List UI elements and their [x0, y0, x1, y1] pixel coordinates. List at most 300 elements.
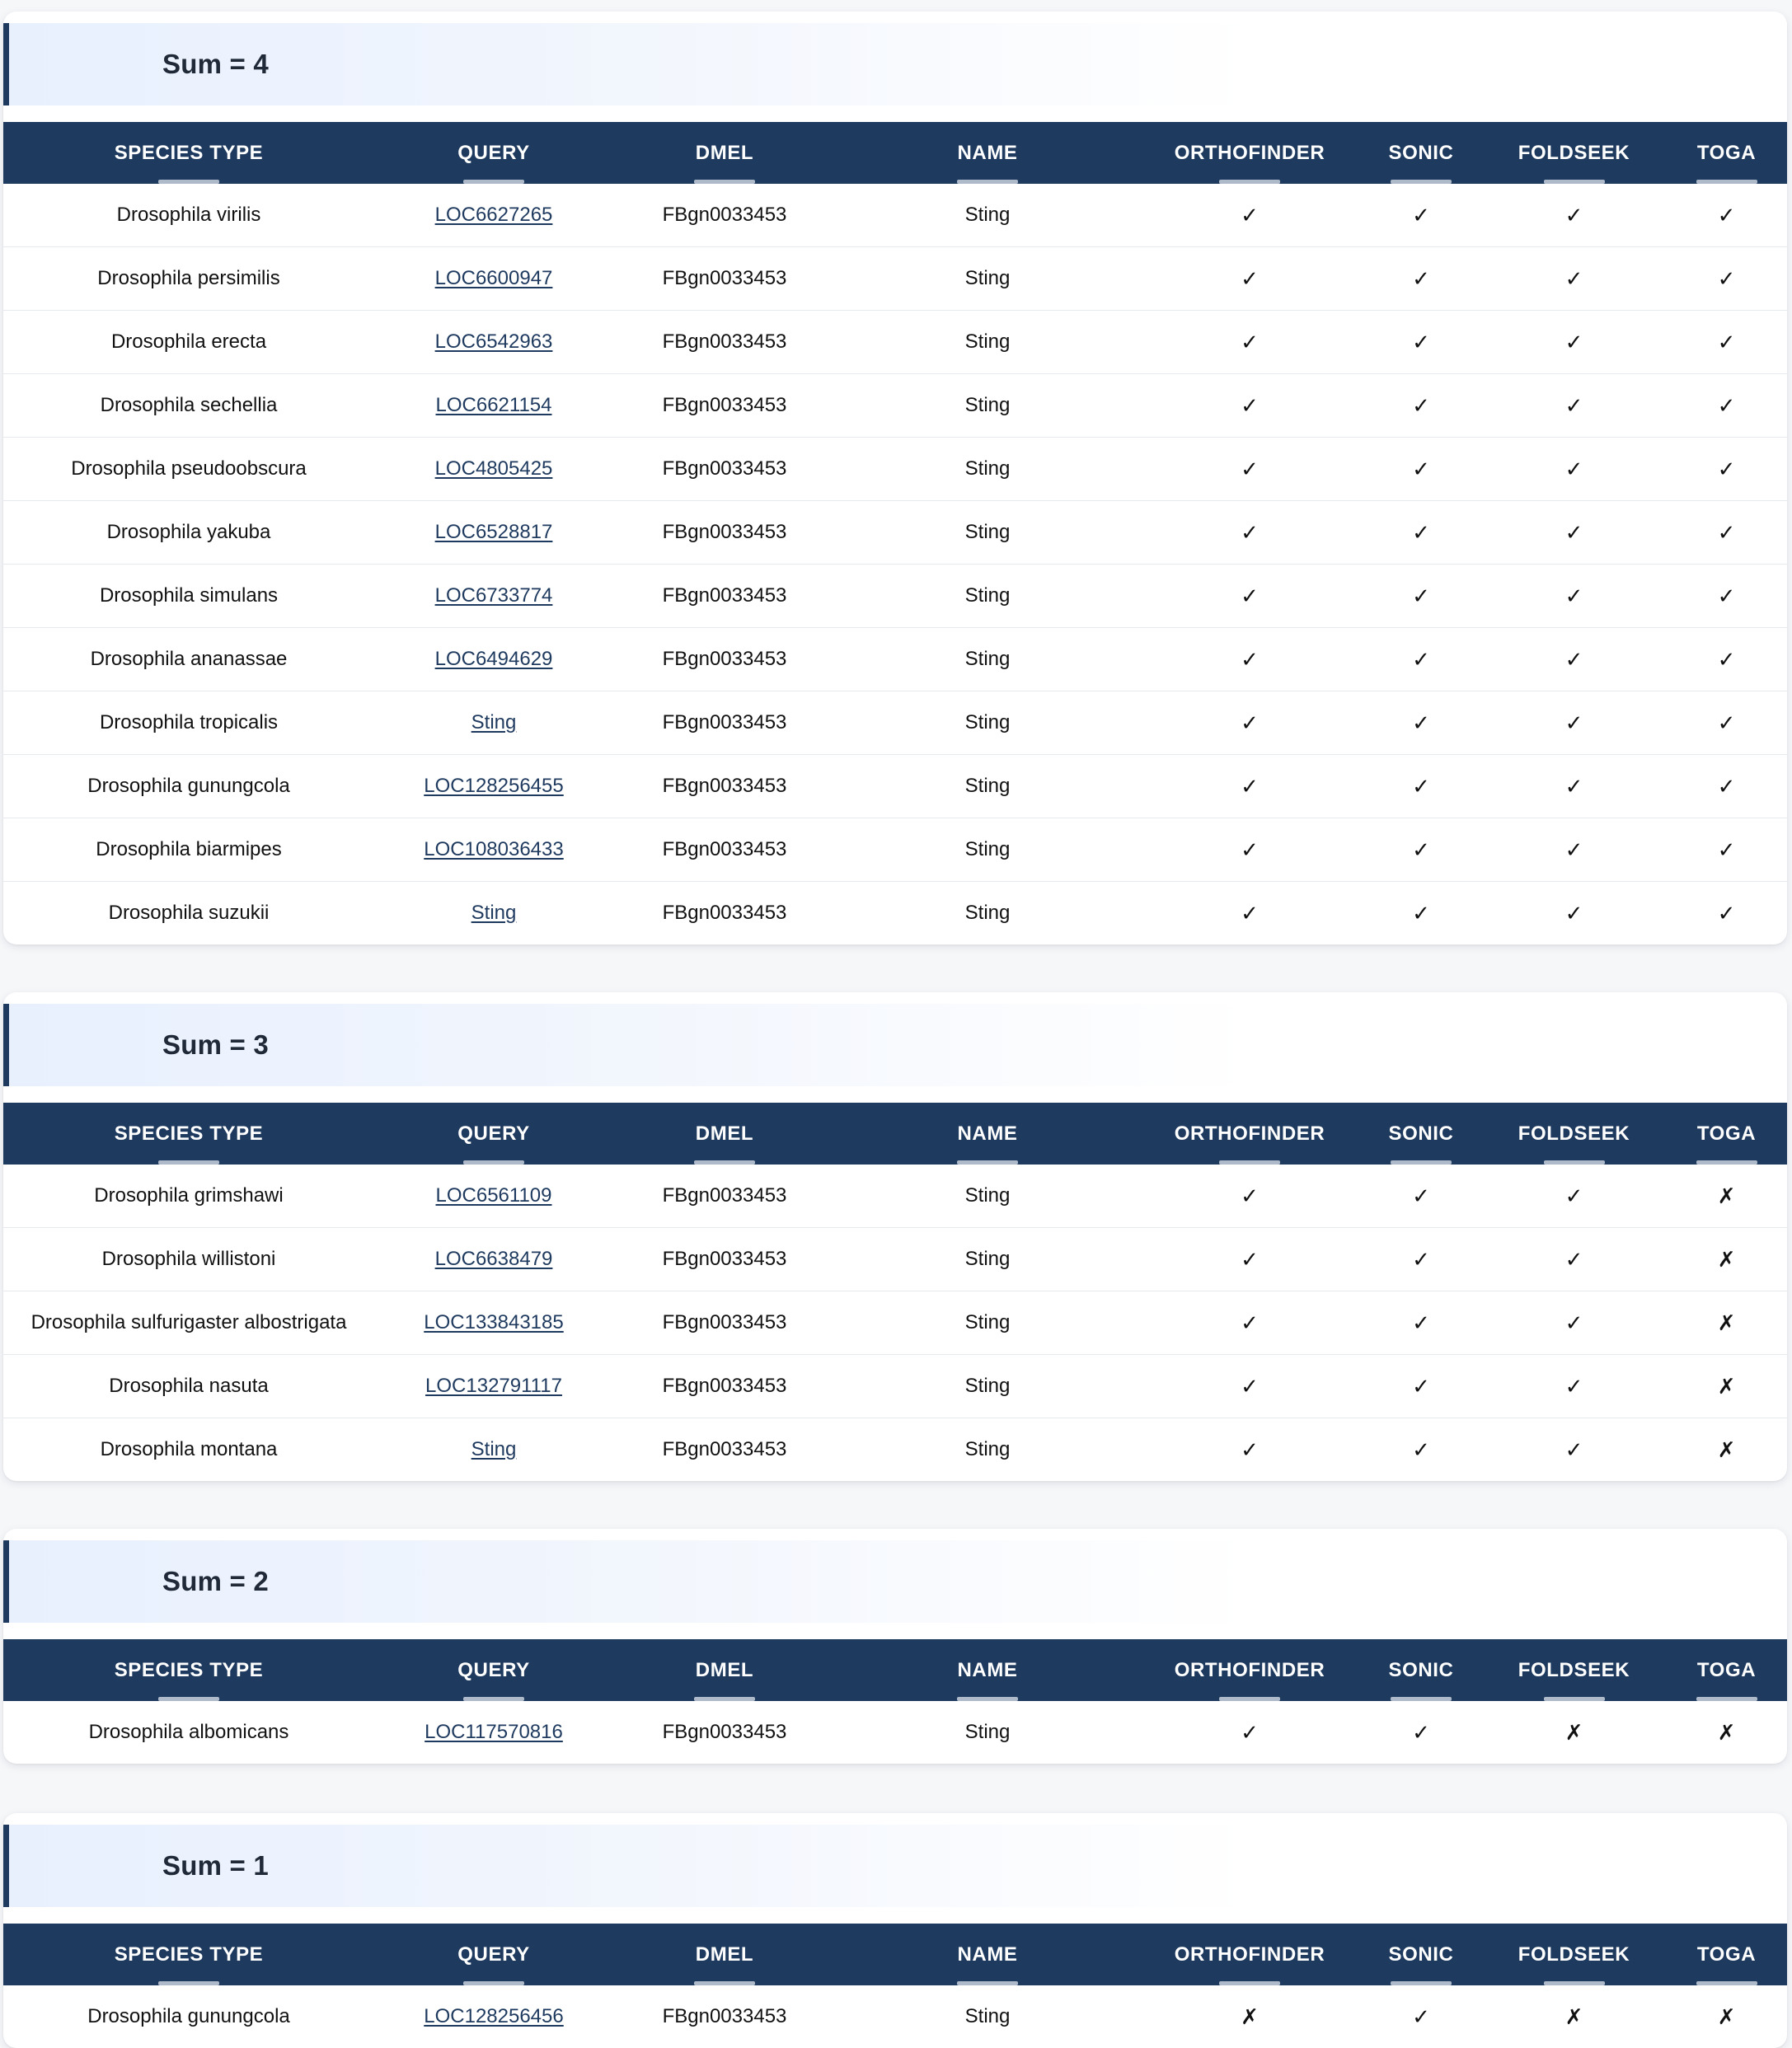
- foldseek-cell: [1482, 438, 1666, 501]
- check-mark-icon: ✓: [1412, 1183, 1430, 1208]
- check-mark-icon: ✓: [1717, 392, 1736, 418]
- check-mark-icon: ✓: [1412, 837, 1430, 862]
- check-mark-icon: ✓: [1412, 710, 1430, 735]
- toga-cell: [1666, 818, 1787, 882]
- column-header-sonic: SONIC: [1360, 122, 1482, 184]
- section-title: Sum = 3: [162, 1029, 269, 1060]
- sonic-cell: [1360, 818, 1482, 882]
- check-mark-icon: ✓: [1241, 202, 1259, 227]
- table-row: [3, 1701, 1787, 1764]
- check-mark-icon: ✓: [1564, 392, 1583, 418]
- toga-cell: [1666, 1228, 1787, 1291]
- column-header-orthofinder: ORTHOFINDER: [1139, 1103, 1360, 1165]
- check-mark-icon: ✓: [1717, 773, 1736, 799]
- orthology-table: [3, 122, 1787, 944]
- sonic-cell: [1360, 1291, 1482, 1355]
- column-header-orthofinder: ORTHOFINDER: [1139, 1639, 1360, 1701]
- query-link[interactable]: LOC133843185: [424, 1311, 564, 1333]
- sonic-cell: [1360, 438, 1482, 501]
- query-cell: [374, 882, 613, 945]
- toga-cell: [1666, 882, 1787, 945]
- foldseek-cell: [1482, 1418, 1666, 1482]
- section-title: Sum = 2: [162, 1566, 269, 1596]
- gene-name-cell: Sting: [836, 501, 1139, 565]
- column-header-sonic: SONIC: [1360, 1924, 1482, 1985]
- orthology-table: [3, 1639, 1787, 1764]
- species-cell: Drosophila grimshawi: [3, 1165, 374, 1228]
- foldseek-cell: [1482, 374, 1666, 438]
- table-row: [3, 565, 1787, 628]
- check-mark-icon: ✓: [1241, 456, 1259, 481]
- query-link[interactable]: LOC132791117: [425, 1375, 562, 1397]
- toga-cell: [1666, 565, 1787, 628]
- check-mark-icon: ✓: [1412, 265, 1430, 291]
- table-row: [3, 374, 1787, 438]
- query-cell: [374, 691, 613, 755]
- check-mark-icon: ✓: [1564, 1310, 1583, 1335]
- dmel-cell: FBgn0033453: [662, 2005, 787, 2027]
- table-row: [3, 247, 1787, 311]
- check-mark-icon: ✓: [1241, 583, 1259, 608]
- cross-mark-icon: ✗: [1241, 2003, 1259, 2029]
- check-mark-icon: ✓: [1717, 583, 1736, 608]
- check-mark-icon: ✓: [1564, 1183, 1583, 1208]
- foldseek-cell: [1482, 1165, 1666, 1228]
- check-mark-icon: ✓: [1412, 1246, 1430, 1272]
- check-mark-icon: ✓: [1564, 519, 1583, 545]
- query-cell: [374, 438, 613, 501]
- check-mark-icon: ✓: [1564, 1373, 1583, 1399]
- dmel-cell: FBgn0033453: [613, 628, 836, 691]
- sonic-cell: [1360, 755, 1482, 818]
- column-header-toga: TOGA: [1666, 1924, 1787, 1985]
- check-mark-icon: ✓: [1241, 1183, 1259, 1208]
- query-cell: [374, 184, 613, 247]
- gene-name-cell: Sting: [836, 818, 1139, 882]
- foldseek-cell: [1482, 501, 1666, 565]
- check-mark-icon: ✓: [1241, 1436, 1259, 1462]
- gene-name-cell: Sting: [964, 902, 1011, 924]
- species-cell: Drosophila yakuba: [3, 501, 374, 565]
- check-mark-icon: ✓: [1717, 202, 1736, 227]
- toga-cell: [1666, 1291, 1787, 1355]
- query-link[interactable]: LOC6621154: [435, 394, 552, 416]
- gene-name-cell: Sting: [836, 1291, 1139, 1355]
- check-mark-icon: ✓: [1241, 1373, 1259, 1399]
- check-mark-icon: ✓: [1412, 2003, 1430, 2029]
- query-cell: [374, 755, 613, 818]
- gene-name-cell: Sting: [836, 1355, 1139, 1418]
- column-header-foldseek: FOLDSEEK: [1482, 1639, 1666, 1701]
- sonic-cell: [1360, 628, 1482, 691]
- foldseek-cell: [1482, 1355, 1666, 1418]
- table-header-row: [3, 1103, 1787, 1165]
- check-mark-icon: ✓: [1412, 1719, 1430, 1745]
- check-mark-icon: ✓: [1412, 773, 1430, 799]
- dmel-cell: FBgn0033453: [613, 755, 836, 818]
- orthology-table: [3, 1924, 1787, 2048]
- orthofinder-cell: [1139, 1985, 1360, 2048]
- cross-mark-icon: ✗: [1717, 1310, 1736, 1335]
- column-header-toga: TOGA: [1666, 122, 1787, 184]
- check-mark-icon: ✓: [1241, 900, 1259, 926]
- gene-name-cell: Sting: [836, 247, 1139, 311]
- query-link[interactable]: LOC6542963: [434, 330, 553, 353]
- toga-cell: [1666, 184, 1787, 247]
- dmel-cell: FBgn0033453: [613, 1291, 836, 1355]
- column-header-name: NAME: [836, 122, 1139, 184]
- query-link[interactable]: LOC6638479: [434, 1248, 553, 1270]
- sonic-cell: [1360, 565, 1482, 628]
- query-link[interactable]: LOC117570816: [425, 1721, 563, 1743]
- query-link[interactable]: LOC6627265: [434, 204, 553, 226]
- check-mark-icon: ✓: [1564, 265, 1583, 291]
- table-row: [3, 1985, 1787, 2048]
- sonic-cell: [1360, 311, 1482, 374]
- query-cell: [374, 1228, 613, 1291]
- dmel-cell: FBgn0033453: [613, 247, 836, 311]
- check-mark-icon: ✓: [1717, 646, 1736, 672]
- toga-cell: [1666, 1355, 1787, 1418]
- check-mark-icon: ✓: [1564, 710, 1583, 735]
- column-header-query: QUERY: [374, 1639, 613, 1701]
- species-cell: Drosophila biarmipes: [3, 818, 374, 882]
- query-link[interactable]: Sting: [471, 1438, 517, 1460]
- foldseek-cell: [1482, 755, 1666, 818]
- table-row: [3, 1418, 1787, 1482]
- table-row: [3, 1355, 1787, 1418]
- column-header-toga: TOGA: [1666, 1103, 1787, 1165]
- dmel-cell: FBgn0033453: [613, 311, 836, 374]
- dmel-cell: FBgn0033453: [662, 1438, 787, 1460]
- species-cell: Drosophila pseudoobscura: [3, 438, 374, 501]
- orthofinder-cell: [1139, 1228, 1360, 1291]
- query-cell: [374, 1291, 613, 1355]
- column-header-sonic: SONIC: [1360, 1103, 1482, 1165]
- species-cell: Drosophila tropicalis: [3, 691, 374, 755]
- gene-name-cell: Sting: [836, 311, 1139, 374]
- orthofinder-cell: [1139, 501, 1360, 565]
- query-cell: [374, 247, 613, 311]
- check-mark-icon: ✓: [1241, 1719, 1259, 1745]
- column-header-foldseek: FOLDSEEK: [1482, 1103, 1666, 1165]
- table-row: [3, 1228, 1787, 1291]
- sonic-cell: [1360, 1701, 1482, 1764]
- check-mark-icon: ✓: [1412, 1310, 1430, 1335]
- orthology-table: [3, 1103, 1787, 1481]
- check-mark-icon: ✓: [1564, 202, 1583, 227]
- table-row: [3, 755, 1787, 818]
- column-header-orthofinder: ORTHOFINDER: [1139, 1924, 1360, 1985]
- foldseek-cell: [1482, 882, 1666, 945]
- species-cell: Drosophila erecta: [3, 311, 374, 374]
- cross-mark-icon: ✗: [1564, 2003, 1583, 2029]
- dmel-cell: FBgn0033453: [613, 1165, 836, 1228]
- check-mark-icon: ✓: [1412, 392, 1430, 418]
- sum-section: [3, 1813, 1787, 2048]
- query-link[interactable]: LOC6561109: [435, 1184, 552, 1207]
- sonic-cell: [1360, 691, 1482, 755]
- check-mark-icon: ✓: [1564, 583, 1583, 608]
- table-row: [3, 818, 1787, 882]
- query-cell: [374, 1701, 613, 1764]
- check-mark-icon: ✓: [1412, 583, 1430, 608]
- dmel-cell: FBgn0033453: [613, 374, 836, 438]
- check-mark-icon: ✓: [1564, 773, 1583, 799]
- species-cell: Drosophila suzukii: [108, 902, 270, 924]
- query-cell: [374, 818, 613, 882]
- orthofinder-cell: [1139, 1165, 1360, 1228]
- toga-cell: [1666, 311, 1787, 374]
- check-mark-icon: ✓: [1717, 900, 1736, 926]
- sonic-cell: [1360, 1418, 1482, 1482]
- table-row: [3, 691, 1787, 755]
- check-mark-icon: ✓: [1241, 329, 1259, 354]
- section-header: [3, 1004, 1787, 1086]
- query-link[interactable]: LOC6733774: [434, 584, 553, 607]
- toga-cell: [1666, 1165, 1787, 1228]
- dmel-cell: FBgn0033453: [613, 1355, 836, 1418]
- query-cell: [374, 1985, 613, 2048]
- check-mark-icon: ✓: [1564, 1246, 1583, 1272]
- section-title: Sum = 1: [162, 1850, 269, 1881]
- sum-section: [3, 12, 1787, 944]
- dmel-cell: FBgn0033453: [613, 691, 836, 755]
- check-mark-icon: ✓: [1412, 329, 1430, 354]
- foldseek-cell: [1482, 1291, 1666, 1355]
- orthofinder-cell: [1139, 691, 1360, 755]
- toga-cell: [1666, 374, 1787, 438]
- toga-cell: [1666, 755, 1787, 818]
- sonic-cell: [1360, 882, 1482, 945]
- column-header-species-type: SPECIES TYPE: [3, 1103, 374, 1165]
- query-cell: [374, 501, 613, 565]
- orthofinder-cell: [1139, 1701, 1360, 1764]
- check-mark-icon: ✓: [1412, 519, 1430, 545]
- foldseek-cell: [1482, 1701, 1666, 1764]
- sonic-cell: [1360, 1355, 1482, 1418]
- column-header-foldseek: FOLDSEEK: [1482, 1924, 1666, 1985]
- check-mark-icon: ✓: [1717, 265, 1736, 291]
- gene-name-cell: Sting: [964, 1438, 1011, 1460]
- section-header: [3, 1540, 1787, 1623]
- section-header: [3, 23, 1787, 105]
- check-mark-icon: ✓: [1241, 646, 1259, 672]
- check-mark-icon: ✓: [1564, 837, 1583, 862]
- table-row: [3, 628, 1787, 691]
- dmel-cell: FBgn0033453: [613, 1228, 836, 1291]
- table-row: [3, 311, 1787, 374]
- orthofinder-cell: [1139, 438, 1360, 501]
- orthofinder-cell: [1139, 755, 1360, 818]
- column-header-dmel: DMEL: [613, 1924, 836, 1985]
- toga-cell: [1666, 628, 1787, 691]
- cross-mark-icon: ✗: [1717, 2003, 1736, 2029]
- species-cell: Drosophila persimilis: [3, 247, 374, 311]
- check-mark-icon: ✓: [1412, 900, 1430, 926]
- cross-mark-icon: ✗: [1564, 1719, 1583, 1745]
- dmel-cell: FBgn0033453: [662, 1721, 787, 1743]
- toga-cell: [1666, 247, 1787, 311]
- cross-mark-icon: ✗: [1717, 1246, 1736, 1272]
- orthofinder-cell: [1139, 1291, 1360, 1355]
- orthofinder-cell: [1139, 1355, 1360, 1418]
- sum-section: [3, 992, 1787, 1481]
- orthofinder-cell: [1139, 882, 1360, 945]
- check-mark-icon: ✓: [1241, 1310, 1259, 1335]
- toga-cell: [1666, 438, 1787, 501]
- species-cell: Drosophila montana: [100, 1438, 278, 1460]
- table-row: [3, 438, 1787, 501]
- column-header-name: NAME: [836, 1103, 1139, 1165]
- sonic-cell: [1360, 374, 1482, 438]
- orthofinder-cell: [1139, 818, 1360, 882]
- column-header-species-type: SPECIES TYPE: [3, 1924, 374, 1985]
- orthofinder-cell: [1139, 628, 1360, 691]
- gene-name-cell: Sting: [836, 1165, 1139, 1228]
- check-mark-icon: ✓: [1717, 456, 1736, 481]
- table-row: [3, 184, 1787, 247]
- gene-name-cell: Sting: [836, 565, 1139, 628]
- dmel-cell: FBgn0033453: [613, 818, 836, 882]
- check-mark-icon: ✓: [1564, 329, 1583, 354]
- table-row: [3, 501, 1787, 565]
- check-mark-icon: ✓: [1564, 646, 1583, 672]
- query-link[interactable]: LOC4805425: [434, 457, 553, 480]
- query-link[interactable]: Sting: [471, 902, 517, 924]
- column-header-toga: TOGA: [1666, 1639, 1787, 1701]
- check-mark-icon: ✓: [1241, 265, 1259, 291]
- species-cell: Drosophila willistoni: [3, 1228, 374, 1291]
- column-header-name: NAME: [836, 1924, 1139, 1985]
- check-mark-icon: ✓: [1241, 773, 1259, 799]
- check-mark-icon: ✓: [1412, 1436, 1430, 1462]
- sonic-cell: [1360, 247, 1482, 311]
- column-header-query: QUERY: [374, 122, 613, 184]
- table-row: [3, 882, 1787, 945]
- column-header-name: NAME: [836, 1639, 1139, 1701]
- query-link[interactable]: LOC6494629: [434, 648, 553, 670]
- table-row: [3, 1165, 1787, 1228]
- toga-cell: [1666, 1418, 1787, 1482]
- cross-mark-icon: ✗: [1717, 1719, 1736, 1745]
- column-header-query: QUERY: [374, 1103, 613, 1165]
- orthofinder-cell: [1139, 1418, 1360, 1482]
- table-header-row: [3, 1639, 1787, 1701]
- sonic-cell: [1360, 1165, 1482, 1228]
- cross-mark-icon: ✗: [1717, 1183, 1736, 1208]
- check-mark-icon: ✓: [1717, 837, 1736, 862]
- dmel-cell: FBgn0033453: [613, 438, 836, 501]
- gene-name-cell: Sting: [836, 374, 1139, 438]
- check-mark-icon: ✓: [1241, 1246, 1259, 1272]
- species-cell: Drosophila sulfurigaster albostrigata: [3, 1291, 374, 1355]
- orthofinder-cell: [1139, 311, 1360, 374]
- check-mark-icon: ✓: [1717, 519, 1736, 545]
- check-mark-icon: ✓: [1241, 710, 1259, 735]
- dmel-cell: FBgn0033453: [662, 902, 787, 924]
- species-cell: Drosophila gunungcola: [3, 755, 374, 818]
- sum-section: [3, 1529, 1787, 1764]
- gene-name-cell: Sting: [836, 438, 1139, 501]
- foldseek-cell: [1482, 1985, 1666, 2048]
- foldseek-cell: [1482, 311, 1666, 374]
- sonic-cell: [1360, 501, 1482, 565]
- column-header-orthofinder: ORTHOFINDER: [1139, 122, 1360, 184]
- gene-name-cell: Sting: [836, 628, 1139, 691]
- foldseek-cell: [1482, 691, 1666, 755]
- toga-cell: [1666, 501, 1787, 565]
- cross-mark-icon: ✗: [1717, 1436, 1736, 1462]
- sonic-cell: [1360, 1985, 1482, 2048]
- query-link[interactable]: LOC128256456: [424, 2005, 564, 2027]
- species-cell: Drosophila sechellia: [3, 374, 374, 438]
- table-header-row: [3, 122, 1787, 184]
- check-mark-icon: ✓: [1412, 1373, 1430, 1399]
- orthofinder-cell: [1139, 184, 1360, 247]
- check-mark-icon: ✓: [1241, 519, 1259, 545]
- gene-name-cell: Sting: [836, 184, 1139, 247]
- column-header-foldseek: FOLDSEEK: [1482, 122, 1666, 184]
- query-link[interactable]: LOC6528817: [434, 521, 553, 543]
- query-link[interactable]: LOC6600947: [434, 267, 553, 289]
- check-mark-icon: ✓: [1241, 392, 1259, 418]
- query-cell: [374, 1165, 613, 1228]
- orthofinder-cell: [1139, 565, 1360, 628]
- query-link[interactable]: LOC108036433: [424, 838, 564, 860]
- query-cell: [374, 1355, 613, 1418]
- check-mark-icon: ✓: [1564, 900, 1583, 926]
- toga-cell: [1666, 1701, 1787, 1764]
- query-link[interactable]: Sting: [471, 711, 517, 733]
- toga-cell: [1666, 1985, 1787, 2048]
- query-link[interactable]: LOC128256455: [424, 775, 564, 797]
- species-cell: Drosophila nasuta: [3, 1355, 374, 1418]
- section-header: [3, 1825, 1787, 1907]
- gene-name-cell: Sting: [836, 1228, 1139, 1291]
- orthofinder-cell: [1139, 247, 1360, 311]
- species-cell: Drosophila virilis: [3, 184, 374, 247]
- check-mark-icon: ✓: [1241, 837, 1259, 862]
- foldseek-cell: [1482, 565, 1666, 628]
- section-title: Sum = 4: [162, 49, 269, 79]
- column-header-query: QUERY: [374, 1924, 613, 1985]
- toga-cell: [1666, 691, 1787, 755]
- query-cell: [374, 628, 613, 691]
- sonic-cell: [1360, 1228, 1482, 1291]
- check-mark-icon: ✓: [1717, 710, 1736, 735]
- species-cell: Drosophila simulans: [3, 565, 374, 628]
- gene-name-cell: Sting: [836, 691, 1139, 755]
- check-mark-icon: ✓: [1412, 456, 1430, 481]
- query-cell: [374, 1418, 613, 1482]
- foldseek-cell: [1482, 818, 1666, 882]
- check-mark-icon: ✓: [1564, 456, 1583, 481]
- gene-name-cell: Sting: [836, 755, 1139, 818]
- column-header-dmel: DMEL: [613, 1103, 836, 1165]
- query-cell: [374, 565, 613, 628]
- cross-mark-icon: ✗: [1717, 1373, 1736, 1399]
- sonic-cell: [1360, 184, 1482, 247]
- table-row: [3, 1291, 1787, 1355]
- check-mark-icon: ✓: [1717, 329, 1736, 354]
- dmel-cell: FBgn0033453: [613, 565, 836, 628]
- species-cell: Drosophila gunungcola: [87, 2005, 290, 2027]
- query-cell: [374, 374, 613, 438]
- check-mark-icon: ✓: [1412, 202, 1430, 227]
- dmel-cell: FBgn0033453: [613, 184, 836, 247]
- gene-name-cell: Sting: [964, 2005, 1011, 2027]
